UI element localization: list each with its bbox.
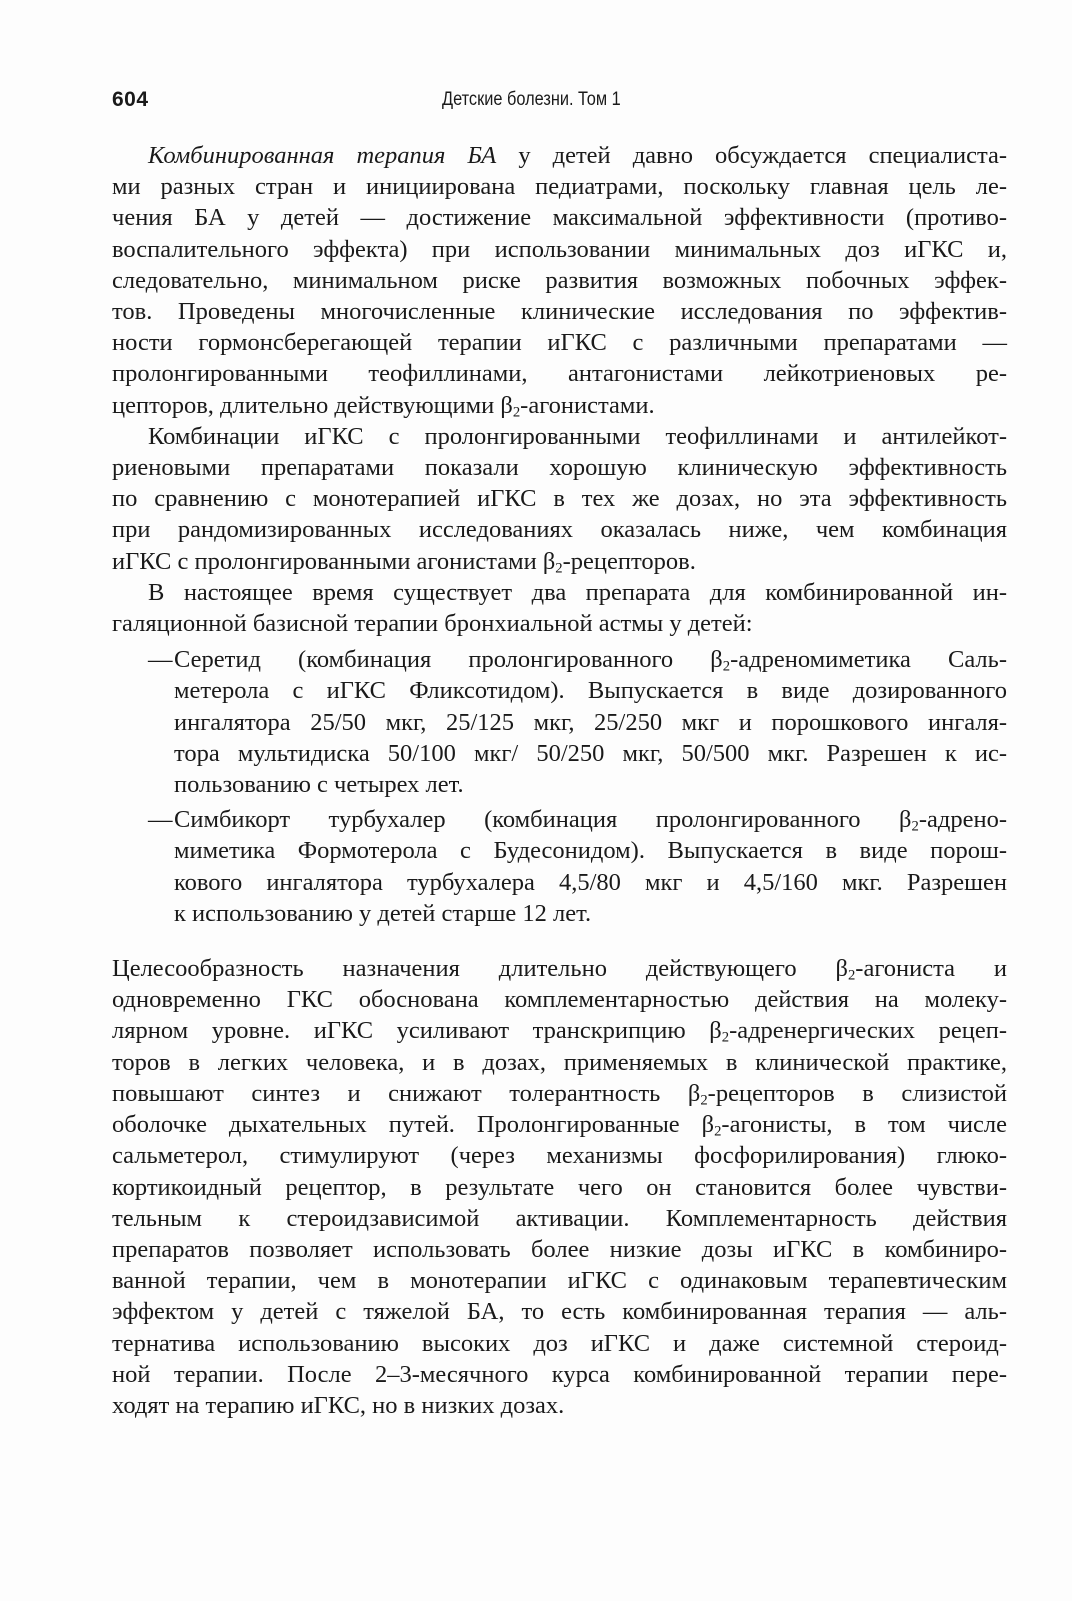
text-line: ванной терапии, чем в монотерапии иГКС с одинаковым терапевтическим xyxy=(112,1267,1007,1295)
text-span: Целесообразность назначения длительно действующего β xyxy=(112,955,848,983)
text-line xyxy=(112,1078,1007,1109)
text-line: метерола с иГКС Фликсотидом). Выпускается в виде дозированного xyxy=(174,677,1007,705)
text-line: при рандомизированных исследованиях оказалась ниже, чем комбинация xyxy=(112,516,1007,544)
subscript: 2 xyxy=(847,967,856,984)
text-line xyxy=(174,804,1007,835)
text-line: кового ингалятора турбухалера 4,5/80 мкг и 4,5/160 мкг. Разрешен xyxy=(174,868,1007,896)
text-line: ингалятора 25/50 мкг, 25/125 мкг, 25/250 мкг и порошкового ингаля- xyxy=(174,708,1007,736)
running-header xyxy=(112,88,1007,118)
book-title: Детские болезни. Том 1 xyxy=(442,89,621,110)
section-gap xyxy=(112,933,1007,953)
text-span: -адрено- xyxy=(918,806,1007,834)
text-span: у детей давно обсуждается специалиста- xyxy=(496,142,1007,169)
text-line: галяционной базисной терапии бронхиальной астмы у детей: xyxy=(112,610,753,638)
text-span: цепторов, длительно действующими β xyxy=(112,391,513,419)
text-line: тора мультидиска 50/100 мкг/ 50/250 мкг, 50/500 мкг. Разрешен к ис- xyxy=(174,739,1007,767)
text-line: пользованию с четырех лет. xyxy=(174,771,464,799)
text-line xyxy=(112,140,1007,171)
list-item-seretide xyxy=(112,644,1007,800)
text-line: к использованию у детей старше 12 лет. xyxy=(174,899,592,927)
text-line xyxy=(112,1109,1007,1140)
text-line xyxy=(112,1015,1007,1046)
paragraph-combinations xyxy=(112,421,1007,577)
italic-term: Комбинированная терапия БА xyxy=(148,142,497,169)
subscript: 2 xyxy=(721,1030,730,1047)
text-span: -агонисты, в том числе xyxy=(721,1111,1007,1139)
text-line: препаратов позволяет использовать более низкие дозы иГКС в комбиниро- xyxy=(112,1235,1007,1263)
text-line: пролонгированными теофиллинами, антагонистами лейкотриеновых ре- xyxy=(112,360,1007,388)
text-span: -агонистами. xyxy=(520,391,655,419)
subscript: 2 xyxy=(512,404,521,421)
subscript: 2 xyxy=(555,560,563,577)
text-span: повышают синтез и снижают толерантность β xyxy=(112,1079,701,1107)
text-line: тернатива использованию высоких доз иГКС и даже системной стероид- xyxy=(112,1329,1007,1357)
subscript: 2 xyxy=(714,1123,722,1140)
text-span: иГКС с пролонгированными агонистами β xyxy=(112,547,556,575)
paragraph-combined-therapy xyxy=(112,140,1007,421)
text-line: риеновыми препаратами показали хорошую клиническую эффективность xyxy=(112,454,1007,482)
text-line: ной терапии. После 2–3-месячного курса комбинированной терапии пере- xyxy=(112,1360,1007,1388)
text-line: по сравнению с монотерапией иГКС в тех же дозах, но эта эффективность xyxy=(112,485,1007,513)
list-dash: — xyxy=(148,806,173,834)
text-line: миметика Формотерола с Будесонидом). Выпускается в виде порош- xyxy=(174,837,1007,865)
text-span: -агониста и xyxy=(855,955,1008,983)
paragraph-complementarity xyxy=(112,953,1007,1421)
text-line: следовательно, минимальном риске развития возможных побочных эффек- xyxy=(112,266,1007,294)
text-line: торов в легких человека, и в дозах, применяемых в клинической практике, xyxy=(112,1048,1007,1076)
list-dash: — xyxy=(148,646,173,674)
text-line: тельным к стероидзависимой активации. Комплементарность действия xyxy=(112,1204,1007,1232)
subscript: 2 xyxy=(700,1092,708,1109)
subscript: 2 xyxy=(722,658,731,675)
text-span: оболочке дыхательных путей. Пролонгированные β xyxy=(112,1111,715,1139)
text-line: тов. Проведены многочисленные клинические исследования по эффектив- xyxy=(112,298,1007,326)
text-span: -адренергических рецеп- xyxy=(729,1017,1007,1045)
subscript: 2 xyxy=(911,818,919,835)
text-span: -адреномиметика Саль- xyxy=(730,646,1007,674)
text-line: Комбинации иГКС с пролонгированными теофиллинами и антилейкот- xyxy=(148,422,1007,450)
text-line xyxy=(112,953,1007,984)
text-span: лярном уровне. иГКС усиливают транскрипцию β xyxy=(112,1017,722,1045)
text-line: воспалительного эффекта) при использовании минимальных доз иГКС и, xyxy=(112,235,1007,263)
list-item-symbicort xyxy=(112,804,1007,929)
text-line: В настоящее время существует два препарата для комбинированной ин- xyxy=(148,578,1007,606)
paragraph-two-drugs xyxy=(112,577,1007,639)
text-line: ности гормонсберегающей терапии иГКС с различными препаратами — xyxy=(112,329,1007,357)
text-line: чения БА у детей — достижение максимальной эффективности (противо- xyxy=(112,204,1007,232)
text-span: Серетид (комбинация пролонгированного β xyxy=(174,646,723,674)
text-line: ми разных стран и инициирована педиатрами, поскольку главная цель ле- xyxy=(112,173,1007,201)
text-line xyxy=(112,390,1007,421)
text-line: ходят на терапию иГКС, но в низких дозах. xyxy=(112,1391,565,1419)
text-line: кортикоидный рецептор, в результате чего он становится более чувстви- xyxy=(112,1173,1007,1201)
text-span: -рецепторов. xyxy=(562,547,696,575)
body-text xyxy=(112,140,1007,1421)
drug-list xyxy=(112,644,1007,929)
text-line: эффектом у детей с тяжелой БА, то есть комбинированная терапия — аль- xyxy=(112,1298,1007,1326)
text-line xyxy=(112,546,1007,577)
text-span: -рецепторов в слизистой xyxy=(707,1079,1007,1107)
page-number: 604 xyxy=(112,88,149,111)
text-line: одновременно ГКС обоснована комплементарностью действия на молеку- xyxy=(112,986,1007,1014)
text-line: сальметерол, стимулируют (через механизмы фосфорилирования) глюко- xyxy=(112,1142,1007,1170)
text-span: Симбикорт турбухалер (комбинация пролонгированного β xyxy=(174,806,912,834)
text-line xyxy=(174,644,1007,675)
